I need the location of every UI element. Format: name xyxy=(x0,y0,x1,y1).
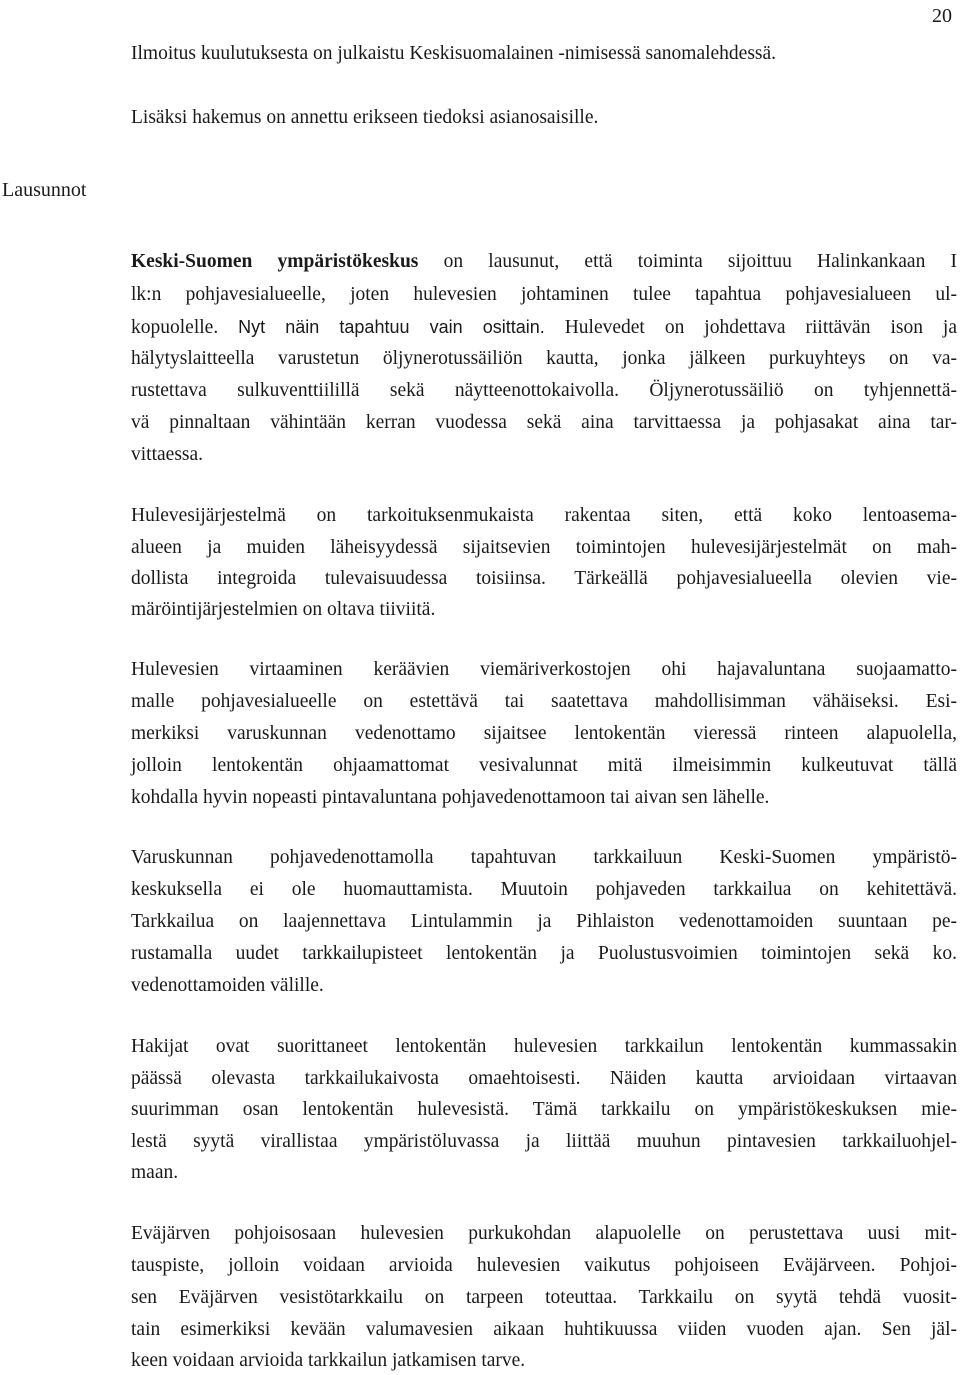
p4-line-4: rustamalla uudet tarkkailupisteet lentokentän ja Puolustusvoimien toimintojen sekä ko. xyxy=(131,943,957,964)
p1-line-1 xyxy=(131,248,957,276)
section-heading-lausunnot: Lausunnot xyxy=(2,179,87,201)
p5-line-4: lestä syytä virallistaa ympäristöluvassa ja liittää muuhun pintavesien tarkkailuohjel- xyxy=(131,1131,957,1152)
p3-line-4: jolloin lentokentän ohjaamattomat vesivalunnat mitä ilmeisimmin kulkeutuvat tällä xyxy=(131,755,957,776)
p5-line-5: maan. xyxy=(131,1162,179,1183)
p5-line-3: suurimman osan lentokentän hulevesistä. Tämä tarkkailu on ympäristökeskuksen mie- xyxy=(131,1099,957,1120)
p1-line-2: lk:n pohjavesialueelle, joten hulevesien johtaminen tulee tapahtua pohjavesialueen ul- xyxy=(131,284,957,305)
p4-line-5: vedenottamoiden välille. xyxy=(131,975,324,996)
p3-line-2: malle pohjavesialueelle on estettävä tai saatettava mahdollisimman vähäiseksi. Esi- xyxy=(131,691,957,712)
p1-line-5: rustettava sulkuventtiilillä sekä näytteenottokaivolla. Öljynerotussäiliö on tyhjennettä- xyxy=(131,380,957,401)
p4-line-2: keskuksella ei ole huomauttamista. Muutoin pohjaveden tarkkailua on kehitettävä. xyxy=(131,879,957,900)
p3-line-1: Hulevesien virtaaminen keräävien viemäriverkostojen ohi hajavaluntana suojaamatto- xyxy=(131,659,957,680)
p4-line-3: Tarkkailua on laajennettava Lintulammin ja Pihlaiston vedenottamoiden suuntaan pe- xyxy=(131,911,957,932)
p5-line-2: päässä olevasta tarkkailukaivosta omaehtoisesti. Näiden kautta arvioidaan virtaavan xyxy=(131,1068,957,1089)
p1-line-3-rest: Hulevedet on johdettava riittävän ison ja xyxy=(544,317,957,338)
p1-line-3 xyxy=(131,313,957,342)
intro-line-1: Ilmoitus kuulutuksesta on julkaistu Keskisuomalainen -nimisessä sanomalehdessä. xyxy=(131,43,777,64)
p6-line-4: tain esimerkiksi kevään valumavesien aikaan huhtikuussa viiden vuoden ajan. Sen jäl- xyxy=(131,1319,957,1340)
p1-inserted-sentence: Nyt näin tapahtuu vain osittain. xyxy=(238,317,545,337)
intro-line-2: Lisäksi hakemus on annettu erikseen tiedoksi asianosaisille. xyxy=(131,107,599,128)
p1-line-6: vä pinnaltaan vähintään kerran vuodessa sekä aina tarvittaessa ja pohjasakat aina tar- xyxy=(131,412,957,433)
p2-line-2: alueen ja muiden läheisyydessä sijaitsevien toimintojen hulevesijärjestelmät on mah- xyxy=(131,537,957,558)
p5-line-1: Hakijat ovat suorittaneet lentokentän hulevesien tarkkailun lentokentän kummassakin xyxy=(131,1036,957,1057)
p2-line-4: märöintijärjestelmien on oltava tiiviitä. xyxy=(131,599,436,620)
p1-line-1-rest: on lausunut, että toiminta sijoittuu Halinkankaan I xyxy=(418,251,957,272)
p6-line-3: sen Eväjärven vesistötarkkailu on tarpeen toteuttaa. Tarkkailu on syytä tehdä vuosit- xyxy=(131,1287,957,1308)
p1-line-7: vittaessa. xyxy=(131,444,204,465)
agency-name: Keski-Suomen ympäristökeskus xyxy=(131,251,419,272)
p6-line-2: tauspiste, jolloin voidaan arvioida hulevesien vaikutus pohjoiseen Eväjärveen. Pohjoi- xyxy=(131,1255,957,1276)
p1-line-4: hälytyslaitteella varustetun öljynerotussäiliön kautta, jonka jälkeen purkuyhteys on va- xyxy=(131,348,957,369)
p2-line-3: dollista integroida tulevaisuudessa toisiinsa. Tärkeällä pohjavesialueella olevien vie- xyxy=(131,568,957,589)
p3-line-5: kohdalla hyvin nopeasti pintavaluntana pohjavedenottamoon tai aivan sen lähelle. xyxy=(131,787,770,808)
p4-line-1: Varuskunnan pohjavedenottamolla tapahtuvan tarkkailuun Keski-Suomen ympäristö- xyxy=(131,847,957,868)
p1-line-3-start: kopuolelle. xyxy=(131,317,239,338)
p2-line-1: Hulevesijärjestelmä on tarkoituksenmukaista rakentaa siten, että koko lentoasema- xyxy=(131,505,957,526)
p3-line-3: merkiksi varuskunnan vedenottamo sijaitsee lentokentän vieressä rinteen alapuolella, xyxy=(131,723,957,744)
page-number: 20 xyxy=(932,5,952,27)
p6-line-1: Eväjärven pohjoisosaan hulevesien purkukohdan alapuolelle on perustettava uusi mit- xyxy=(131,1223,957,1244)
p6-line-5: keen voidaan arvioida tarkkailun jatkamisen tarve. xyxy=(131,1350,526,1371)
